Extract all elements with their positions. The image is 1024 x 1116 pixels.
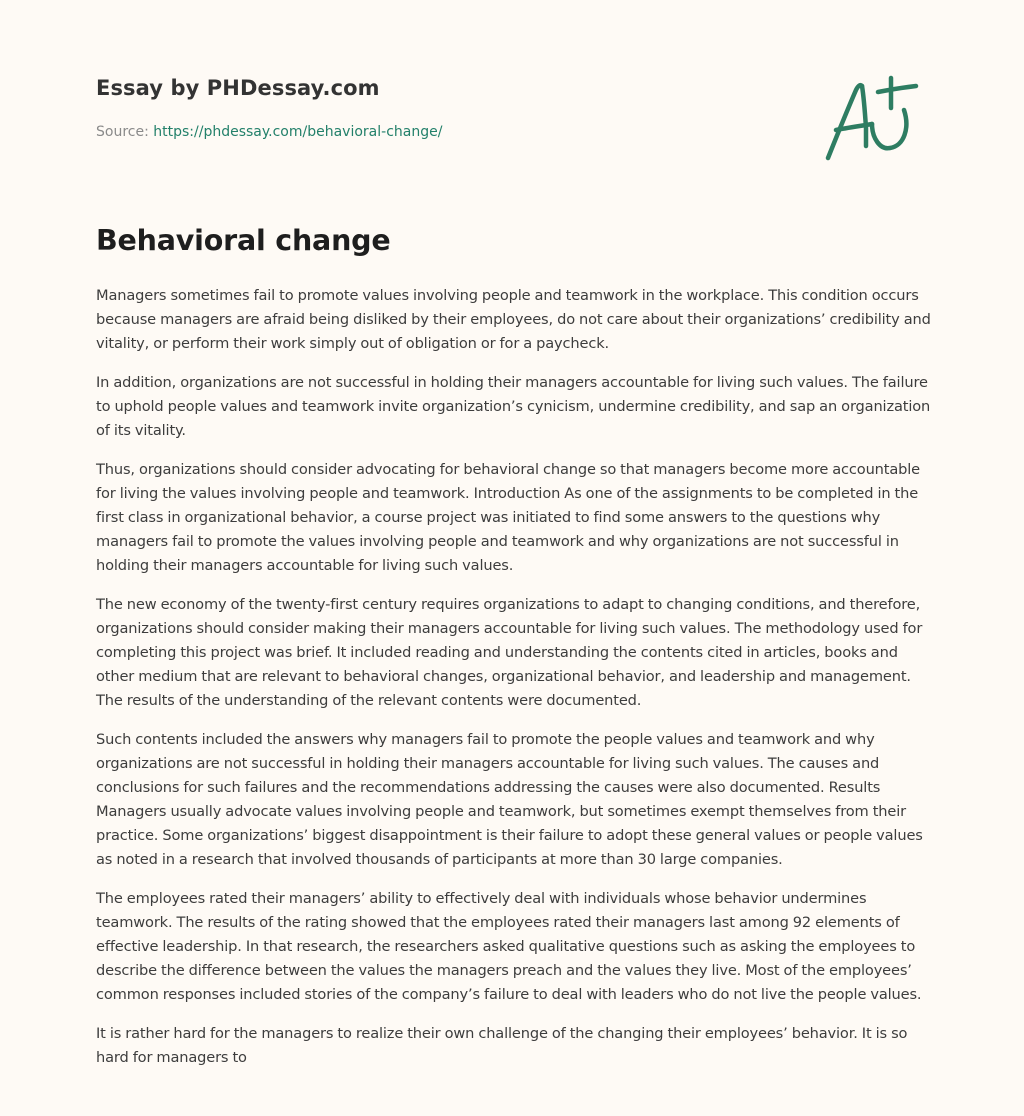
a-plus-grade-icon (824, 68, 928, 168)
paragraph: Managers sometimes fail to promote values involving people and teamwork in the workplace. This condition occurs because managers are afraid being disliked by their employees, do not care about their organizations’ credibility and vitality, or perform their work simply out of obligation or for a paycheck. (96, 287, 931, 352)
paragraph: Such contents included the answers why managers fail to promote the people values and teamwork and why organizations are not successful in holding their managers accountable for living such values. The causes and conclusions for such failures and the recommendations addressing the causes were also documented. Results Managers usually advocate values involving people and teamwork, but sometimes exempt themselves from their practice. Some organizations’ biggest disappointment is their failure to adopt these general values or people values as noted in a research that involved thousands of participants at more than 30 large companies. (96, 731, 923, 868)
essay-body (96, 284, 931, 1085)
paragraph: It is rather hard for the managers to realize their own challenge of the changing their employees’ behavior. It is so hard for managers to (96, 1025, 908, 1066)
page-header (96, 0, 928, 200)
document-title: Behavioral change (96, 224, 391, 257)
site-title: Essay by PHDessay.com (96, 76, 380, 100)
paragraph: Thus, organizations should consider advocating for behavioral change so that managers become more accountable for living the values involving people and teamwork. Introduction As one of the assignments to be completed in the first class in organizational behavior, a course project was initiated to find some answers to the questions why managers fail to promote the values involving people and teamwork and why organizations are not successful in holding their managers accountable for living such values. (96, 461, 920, 574)
source-line (96, 124, 442, 140)
paragraph: The new economy of the twenty-first century requires organizations to adapt to changing conditions, and therefore, organizations should consider making their managers accountable for living such values. The methodology used for completing this project was brief. It included reading and understanding the contents cited in articles, books and other medium that are relevant to behavioral changes, organizational behavior, and leadership and management. The results of the understanding of the relevant contents were documented. (96, 596, 923, 709)
paragraph: In addition, organizations are not successful in holding their managers accountable for living such values. The failure to uphold people values and teamwork invite organization’s cynicism, undermine credibility, and sap an organization of its vitality. (96, 374, 931, 439)
essay-page (96, 0, 931, 1066)
source-link[interactable]: https://phdessay.com/behavioral-change/ (153, 124, 443, 140)
source-label: Source: (96, 124, 149, 140)
paragraph: The employees rated their managers’ ability to effectively deal with individuals whose behavior undermines teamwork. The results of the rating showed that the employees rated their managers last among 92 elements of effective leadership. In that research, the researchers asked qualitative questions such as asking the employees to describe the difference between the values the managers preach and the values they live. Most of the employees’ common responses included stories of the company’s failure to deal with leaders who do not live the people values. (96, 890, 922, 1003)
